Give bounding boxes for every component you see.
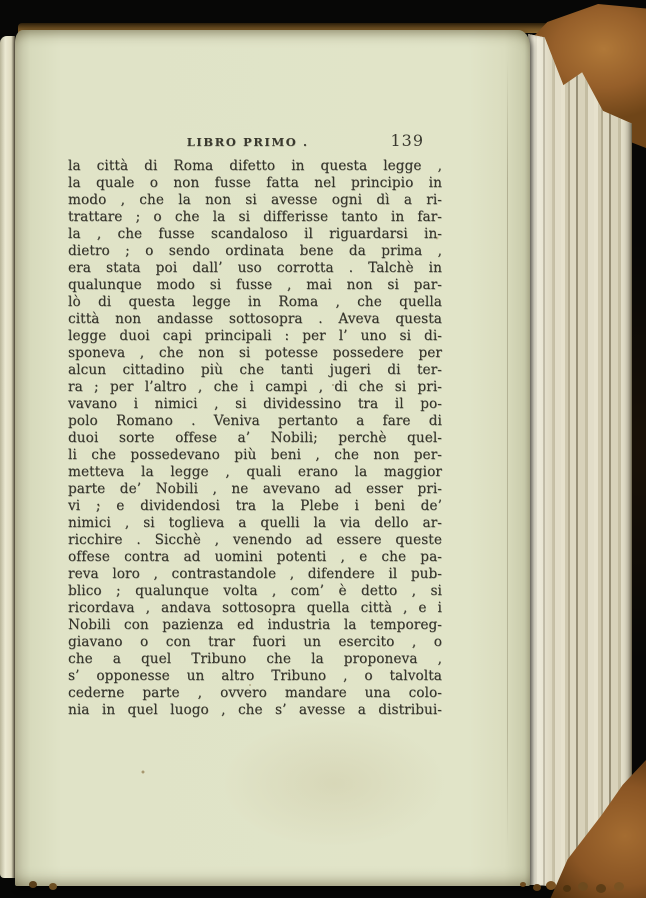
text-line: ricchire . Sicchè , venendo ad essere queste bbox=[68, 532, 442, 548]
text-line: vavano i nimici , si dividessino tra il po- bbox=[68, 396, 442, 412]
page-number: 139 bbox=[390, 131, 424, 150]
text-line: giavano o con trar fuori un esercito , o bbox=[68, 634, 442, 650]
text-line: qualunque modo si fusse , mai non si par- bbox=[68, 277, 442, 293]
text-line: polo Romano . Veniva pertanto a fare di bbox=[68, 413, 442, 429]
body-text bbox=[68, 158, 442, 719]
fore-edge-page-stack bbox=[528, 34, 632, 888]
text-line: lò di questa legge in Roma , che quella bbox=[68, 294, 442, 310]
text-line: ricordava , andava sottosopra quella città , e i bbox=[68, 600, 442, 616]
text-line: legge duoi capi principali : per l’ uno si di- bbox=[68, 328, 442, 344]
text-line: cederne parte , ovvero mandare una colo- bbox=[68, 685, 442, 701]
text-line: offese contra ad uomini potenti , e che pa- bbox=[68, 549, 442, 565]
text-line: duoi sorte offese a’ Nobili; perchè quel- bbox=[68, 430, 442, 446]
text-line: sponeva , che non si potesse possedere per bbox=[68, 345, 442, 361]
text-line: la , che fusse scandaloso il riguardarsi in- bbox=[68, 226, 442, 242]
text-line: vi ; e dividendosi tra la Plebe i beni de’ bbox=[68, 498, 442, 514]
text-line: nia in quel luogo , che s’ avesse a distribui- bbox=[68, 702, 442, 718]
text-line: li che possedevano più beni , che non per- bbox=[68, 447, 442, 463]
text-line: reva loro , contrastandole , difendere il pub- bbox=[68, 566, 442, 582]
text-line: dietro ; o sendo ordinata bene da prima , bbox=[68, 243, 442, 259]
page-crease bbox=[507, 60, 508, 848]
text-line: Nobili con pazienza ed industria la temporeg- bbox=[68, 617, 442, 633]
text-line: trattare ; o che la si differisse tanto in far- bbox=[68, 209, 442, 225]
text-line: la quale o non fusse fatta nel principio in bbox=[68, 175, 442, 191]
leather-crumbs bbox=[520, 882, 526, 887]
book-page bbox=[15, 30, 530, 886]
text-line: nimici , si toglieva a quelli la via dello ar- bbox=[68, 515, 442, 531]
text-line: blico ; qualunque volta , com’ è detto , si bbox=[68, 583, 442, 599]
text-line: era stata poi dall’ uso corrotta . Talchè in bbox=[68, 260, 442, 276]
text-line: modo , che la non si avesse ogni dì a ri- bbox=[68, 192, 442, 208]
text-line: s’ opponesse un altro Tribuno , o talvolta bbox=[68, 668, 442, 684]
facing-page-edge bbox=[0, 36, 15, 878]
text-line: alcun cittadino più che tanti jugeri di ter- bbox=[68, 362, 442, 378]
text-block bbox=[68, 133, 442, 719]
text-line: ra ; per l’altro , che i campi , di che si pri- bbox=[68, 379, 442, 395]
text-line: la città di Roma difetto in questa legge , bbox=[68, 158, 442, 174]
text-line: che a quel Tribuno che la proponeva , bbox=[68, 651, 442, 667]
text-line: metteva la legge , quali erano la maggior bbox=[68, 464, 442, 480]
running-title: LIBRO PRIMO . bbox=[186, 135, 309, 149]
text-line: città non andasse sottosopra . Aveva questa bbox=[68, 311, 442, 327]
running-head bbox=[68, 133, 442, 155]
text-line: parte de’ Nobili , ne avevano ad esser pri- bbox=[68, 481, 442, 497]
